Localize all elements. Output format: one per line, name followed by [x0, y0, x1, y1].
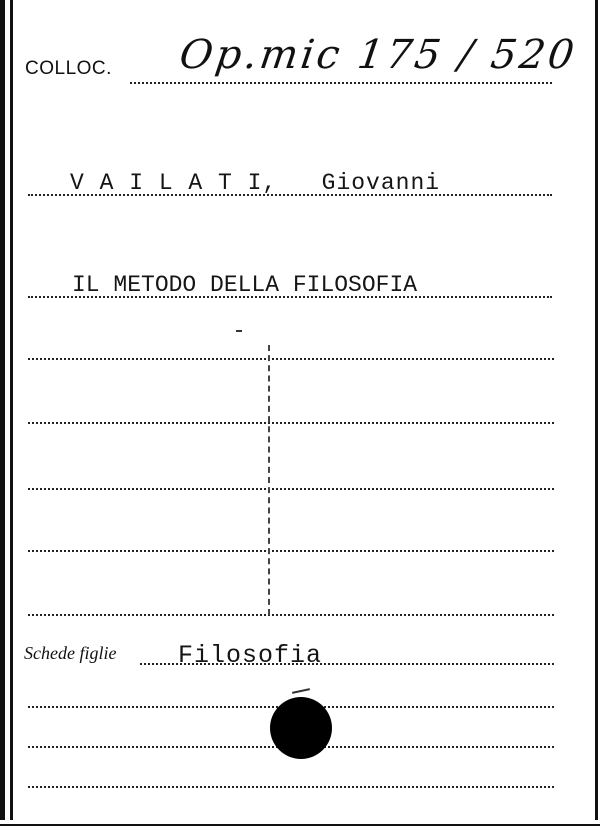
- colloc-label: COLLOC.: [25, 58, 112, 79]
- blank-rule-3: [28, 488, 554, 490]
- book-title: IL METODO DELLA FILOSOFIA: [72, 272, 418, 298]
- punch-hole: [270, 697, 332, 759]
- colloc-rule: [130, 82, 552, 84]
- blank-rule-8: [28, 786, 554, 788]
- subject-heading: Filosofia: [178, 641, 323, 670]
- schede-figlie-label: Schede figlie: [24, 643, 117, 663]
- blank-rule-4: [28, 550, 554, 552]
- blank-rule-5: [28, 614, 554, 616]
- blank-rule-1: [28, 358, 554, 360]
- blank-rule-2: [28, 422, 554, 424]
- author-name: V A I L A T I, Giovanni: [70, 170, 441, 196]
- punch-hole-rim: [292, 688, 310, 694]
- center-fold-mark: [268, 345, 270, 615]
- card-right-edge: [593, 0, 600, 830]
- card-left-edge: [0, 0, 16, 830]
- card-bottom-edge: [0, 820, 600, 830]
- shelfmark-handwritten: Op.mic 175 / 520: [176, 32, 580, 78]
- ink-speck: [236, 330, 242, 332]
